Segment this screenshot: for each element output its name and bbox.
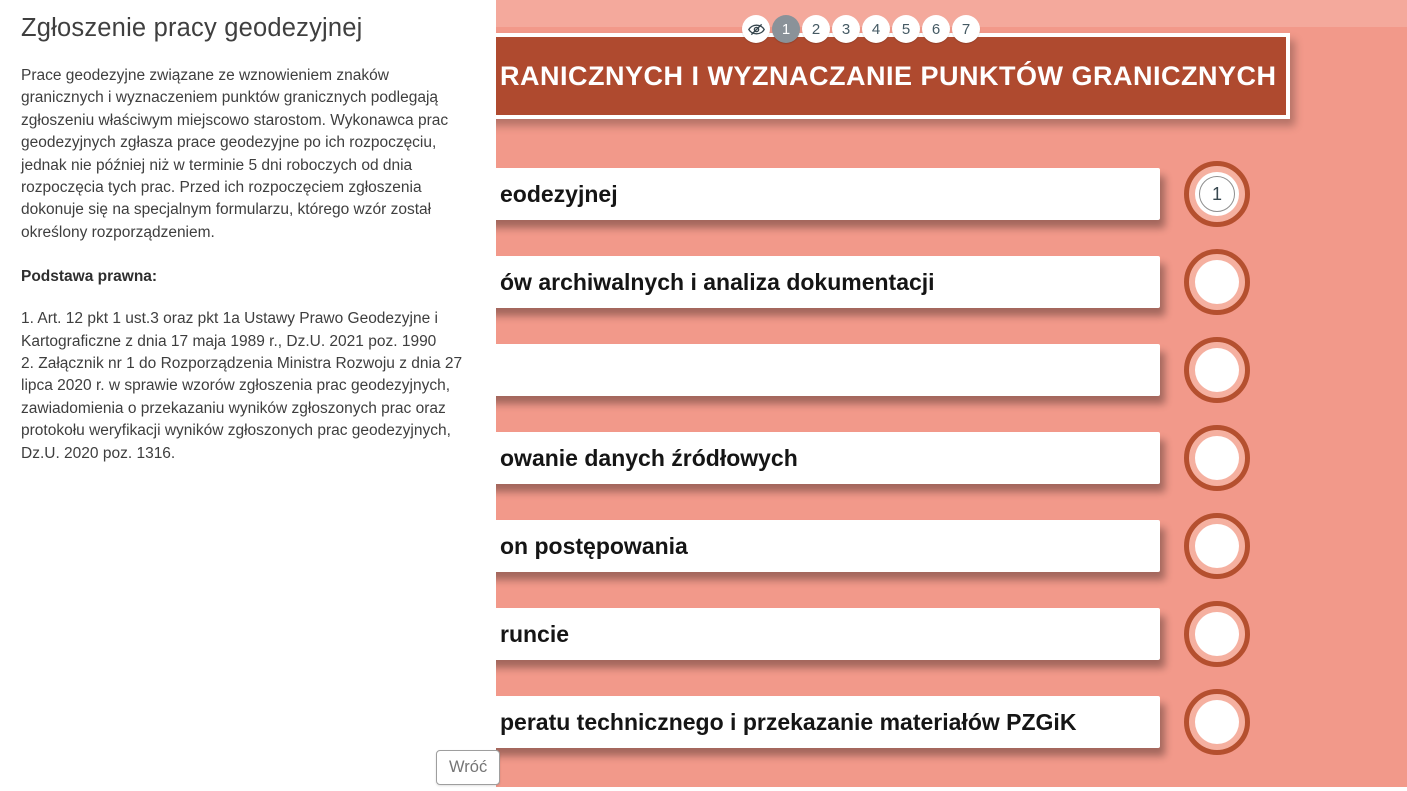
answer-bar-5-label: on postępowania	[500, 532, 688, 559]
legal-basis-list	[21, 308, 470, 465]
answer-bar-2-label: ów archiwalnych i analiza dokumentacji	[500, 268, 935, 295]
legal-basis-heading: Podstawa prawna:	[21, 268, 158, 286]
step-7[interactable]: 7	[952, 15, 980, 43]
drop-target-1[interactable]	[1184, 161, 1250, 227]
answer-bar-7[interactable]	[400, 696, 1160, 748]
step-4[interactable]: 4	[862, 15, 890, 43]
drop-target-6[interactable]	[1184, 601, 1250, 667]
drop-target-6-inner	[1195, 612, 1239, 656]
step-1[interactable]: 1	[772, 15, 800, 43]
eye-slash-icon	[747, 20, 766, 39]
answer-bar-6[interactable]	[400, 608, 1160, 660]
drop-target-3-inner	[1195, 348, 1239, 392]
intro-paragraph: Prace geodezyjne związane ze wznowieniem znaków granicznych i wyznaczeniem punktów granicznych podlegają zgłoszeniu właściwym miejscowo starostom. Wykonawca prac geodezyjnych zgłasza prace geodezyjne po ich rozpoczęciu, jednak nie później niż w terminie 5 dni roboczych od dnia rozpoczęcia tych prac. Przed ich rozpoczęciem zgłoszenia dokonuje się na specjalnym formularzu, którego wzór został określony rozporządzeniem.	[21, 67, 449, 241]
back-button[interactable]: Wróć	[436, 750, 500, 785]
step-5[interactable]: 5	[892, 15, 920, 43]
step-2[interactable]: 2	[802, 15, 830, 43]
step-6[interactable]: 6	[922, 15, 950, 43]
drop-target-4-inner	[1195, 436, 1239, 480]
answer-bar-4[interactable]	[400, 432, 1160, 484]
answer-bar-1-label: eodezyjnej	[500, 180, 618, 207]
answer-bar-4-label: owanie danych źródłowych	[500, 444, 798, 471]
drop-target-7-inner	[1195, 700, 1239, 744]
drop-target-3[interactable]	[1184, 337, 1250, 403]
answer-bar-6-label: runcie	[500, 620, 570, 647]
drop-target-5[interactable]	[1184, 513, 1250, 579]
drop-target-2-inner	[1195, 260, 1239, 304]
step-3[interactable]: 3	[832, 15, 860, 43]
answer-bar-3[interactable]	[400, 344, 1160, 396]
info-panel	[0, 0, 496, 791]
answer-bar-7-label: peratu technicznego i przekazanie materiałów PZGiK	[500, 708, 1077, 735]
answer-bar-1[interactable]	[400, 168, 1160, 220]
page-title: Zgłoszenie pracy geodezyjnej	[21, 14, 363, 42]
answer-chip[interactable]: 1	[1199, 176, 1235, 212]
legal-item-1: 1. Art. 12 pkt 1 ust.3 oraz pkt 1a Ustawy Prawo Geodezyjne i Kartograficzne z dnia 17 maja 1989 r., Dz.U. 2021 poz. 1990	[21, 310, 438, 350]
step-indicator-row	[742, 15, 980, 43]
exercise-title-text: RANICZNYCH I WYZNACZANIE PUNKTÓW GRANICZNYCH	[500, 60, 1277, 91]
drop-target-7[interactable]	[1184, 689, 1250, 755]
drop-target-2[interactable]	[1184, 249, 1250, 315]
drop-target-1-inner	[1195, 172, 1239, 216]
legal-item-2: 2. Załącznik nr 1 do Rozporządzenia Ministra Rozwoju z dnia 27 lipca 2020 r. w sprawie wzorów zgłoszenia prac geodezyjnych, zawiadomienia o przekazaniu wyników zgłoszonych prac oraz protokołu weryfikacji wyników zgłoszonych prac geodezyjnych, Dz.U. 2020 poz. 1316.	[21, 355, 463, 462]
hide-steps-toggle[interactable]	[742, 15, 770, 43]
answer-bar-2[interactable]	[400, 256, 1160, 308]
drop-target-4[interactable]	[1184, 425, 1250, 491]
drop-target-5-inner	[1195, 524, 1239, 568]
answer-bar-5[interactable]	[400, 520, 1160, 572]
